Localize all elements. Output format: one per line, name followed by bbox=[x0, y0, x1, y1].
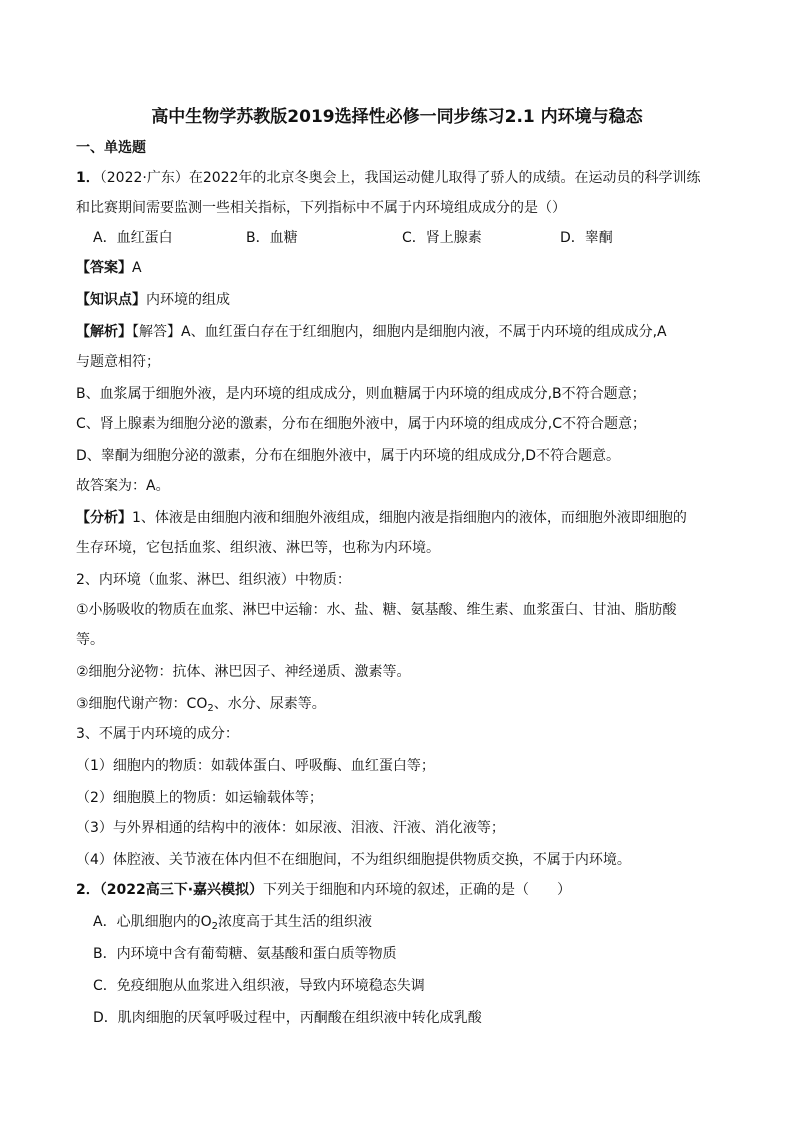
o2-subscript: 2 bbox=[211, 921, 218, 932]
section-heading: 一、单选题 bbox=[76, 140, 146, 156]
q1-fenxi-line2: 生存环境，它包括血浆、组织液、淋巴等，也称为内环境。 bbox=[76, 540, 440, 556]
q1-option-c: C．肾上腺素 bbox=[402, 230, 482, 246]
page-title: 高中生物学苏教版2019选择性必修一同步练习2.1 内环境与稳态 bbox=[151, 107, 643, 127]
q1-point2-item2: ②细胞分泌物：抗体、淋巴因子、神经递质、激素等。 bbox=[76, 664, 411, 680]
q1-stem-line2: 和比赛期间需要监测一些相关指标，下列指标中不属于内环境组成成分的是（） bbox=[76, 200, 566, 216]
analysis-text: 【解答】A、血红蛋白存在于红细胞内，细胞内是细胞内液，不属于内环境的组成成分,A bbox=[132, 324, 667, 340]
q2-option-a bbox=[93, 912, 372, 932]
q2-option-a-suffix: 浓度高于其生活的组织液 bbox=[217, 914, 372, 930]
q1-conclusion: 故答案为：A。 bbox=[76, 478, 170, 494]
q1-point3-item1: （1）细胞内的物质：如载体蛋白、呼吸酶、血红蛋白等； bbox=[76, 758, 435, 774]
co2-prefix: ③细胞代谢产物：CO bbox=[76, 696, 208, 712]
q1-point2-item1: ①小肠吸收的物质在血浆、淋巴中运输：水、盐、糖、氨基酸、维生素、血浆蛋白、甘油、脂肪酸 bbox=[76, 602, 677, 618]
co2-subscript: 2 bbox=[207, 703, 214, 714]
knowledge-value: 内环境的组成 bbox=[146, 292, 230, 308]
q2-option-a-prefix: A．心肌细胞内的O bbox=[93, 914, 212, 930]
q2-option-b: B．内环境中含有葡萄糖、氨基酸和蛋白质等物质 bbox=[93, 946, 397, 962]
q1-point3-item3: （3）与外界相通的结构中的液体：如尿液、泪液、汗液、消化液等； bbox=[76, 820, 505, 836]
analysis-tag: 【解析】 bbox=[76, 324, 132, 340]
q1-analysis-b: B、血浆属于细胞外液，是内环境的组成成分，则血糖属于内环境的组成成分,B不符合题意； bbox=[76, 386, 646, 402]
fenxi-tag: 【分析】 bbox=[76, 510, 132, 526]
q1-point2-heading: 2、内环境（血浆、淋巴、组织液）中物质： bbox=[76, 572, 351, 588]
q1-point2-item1-cont: 等。 bbox=[76, 632, 104, 648]
q1-option-a: A．血红蛋白 bbox=[93, 230, 173, 246]
q1-number: 1． bbox=[76, 170, 100, 186]
q2-stem bbox=[76, 880, 726, 900]
q1-point3-heading: 3、不属于内环境的成分： bbox=[76, 726, 239, 742]
q2-option-c: C．免疫细胞从血浆进入组织液，导致内环境稳态失调 bbox=[93, 978, 425, 994]
q1-option-b: B．血糖 bbox=[246, 230, 298, 246]
fenxi-text: 1、体液是由细胞内液和细胞外液组成，细胞内液是指细胞内的液体，而细胞外液即细胞的 bbox=[132, 510, 687, 526]
answer-value: A bbox=[132, 260, 142, 276]
q1-knowledge-point bbox=[76, 290, 726, 310]
knowledge-tag: 【知识点】 bbox=[76, 292, 146, 308]
q1-source: （2022·广东） bbox=[99, 170, 189, 186]
q1-point2-item3 bbox=[76, 694, 726, 714]
q1-analysis-d: D、睾酮为细胞分泌的激素，分布在细胞外液中，属于内环境的组成成分,D不符合题意。 bbox=[76, 448, 621, 464]
answer-tag: 【答案】 bbox=[76, 260, 132, 276]
q1-analysis-c: C、肾上腺素为细胞分泌的激素，分布在细胞外液中，属于内环境的组成成分,C不符合题意； bbox=[76, 416, 646, 432]
q1-point3-item2: （2）细胞膜上的物质：如运输载体等； bbox=[76, 790, 323, 806]
q1-stem-line1 bbox=[76, 168, 726, 188]
co2-suffix: 、水分、尿素等。 bbox=[213, 696, 326, 712]
q1-analysis-line1 bbox=[76, 322, 726, 342]
q1-answer bbox=[76, 258, 726, 278]
q2-stem-text: 下列关于细胞和内环境的叙述，正确的是（ ） bbox=[263, 882, 572, 898]
q1-stem-text: 在2022年的北京冬奥会上，我国运动健儿取得了骄人的成绩。在运动员的科学训练 bbox=[188, 170, 701, 186]
q2-number: 2． bbox=[76, 882, 100, 898]
q1-analysis-line2: 与题意相符； bbox=[76, 354, 160, 370]
q1-point3-item4: （4）体腔液、关节液在体内但不在细胞间，不为组织细胞提供物质交换，不属于内环境。 bbox=[76, 852, 631, 868]
q2-option-d: D．肌肉细胞的厌氧呼吸过程中，丙酮酸在组织液中转化成乳酸 bbox=[93, 1010, 482, 1026]
q1-fenxi-line1 bbox=[76, 508, 726, 528]
q2-source: （2022高三下·嘉兴模拟） bbox=[99, 882, 264, 898]
q1-option-d: D．睾酮 bbox=[560, 230, 613, 246]
